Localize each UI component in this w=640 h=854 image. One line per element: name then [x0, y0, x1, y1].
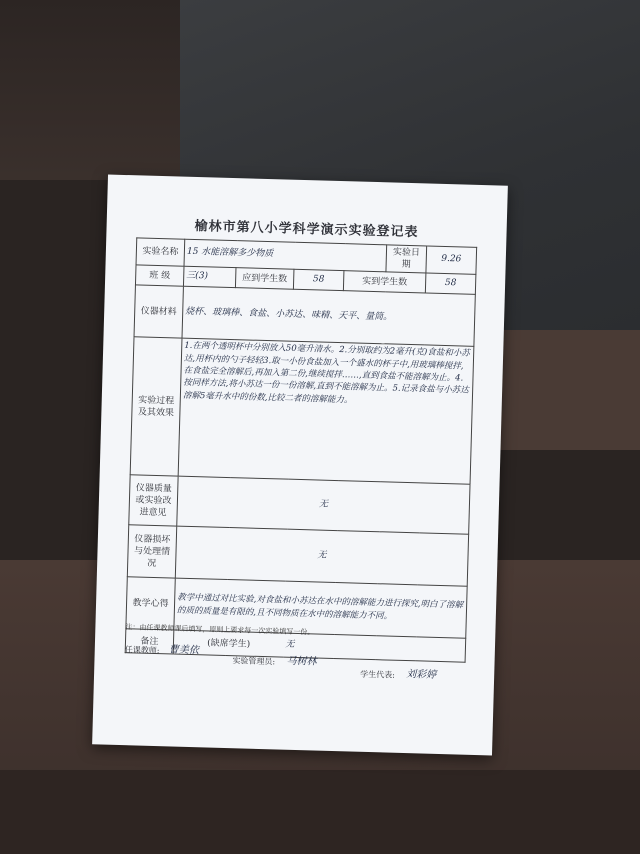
label-total-students: 应到学生数	[235, 268, 294, 290]
label-process: 实验过程及其效果	[130, 337, 182, 476]
value-class: 三(3)	[183, 266, 236, 287]
desk-shadow	[500, 330, 640, 450]
value-remarks: 无	[283, 633, 466, 662]
value-suggestions: 无	[177, 476, 470, 534]
value-reflection: 教学中通过对比实验,对食盐和小苏达在水中的溶解能力进行探究,明白了溶解的质的质量是有限的,且不同物质在水中的溶解能力不同。	[174, 578, 467, 638]
registration-table	[125, 237, 478, 663]
registration-form-sheet	[92, 175, 508, 756]
label-experiment-name: 实验名称	[136, 238, 185, 267]
desk-edge	[0, 770, 640, 854]
label-actual-students: 实到学生数	[343, 271, 426, 293]
value-equipment: 烧杯、玻璃棒、食盐、小苏达、味精、天平、量筒。	[182, 286, 475, 346]
row-damage	[127, 525, 468, 586]
value-experiment-date: 9.26	[426, 246, 477, 275]
form-note: 注：由任课教师课后填写，原则上要求每一次实验填写一份。	[125, 623, 315, 637]
remarks-absent-note: (缺席学生)	[173, 630, 284, 657]
value-actual-students: 58	[425, 273, 476, 294]
label-equipment: 仪器材料	[134, 285, 183, 338]
manager-label: 实验管理员:	[232, 656, 276, 667]
value-experiment-name: 15 水能溶解多少物质	[184, 239, 387, 272]
label-damage: 仪器损坏与处理情况	[127, 525, 176, 578]
form-title: 榆林市第八小学科学演示实验登记表	[194, 218, 419, 241]
manager-signature: 马树林	[286, 655, 317, 668]
row-process	[130, 337, 474, 484]
label-experiment-date: 实验日期	[386, 245, 427, 273]
value-damage: 无	[175, 526, 468, 586]
row-equipment	[134, 285, 475, 346]
label-reflection: 教学心得	[126, 577, 175, 630]
label-remarks: 备注	[125, 629, 174, 654]
teacher-label: 任课教师:	[124, 645, 160, 656]
value-process: 1.在两个透明杯中分别放入50毫升清水。2.分别取约为2毫升(克)食盐和小苏达,用杯内的勺子轻轻3.取一小份食盐加入一个盛水的杯子中,用玻璃棒搅拌,在食盐完全溶解后,再加入第二份,继续搅拌……,直到食盐不能溶解为止。4.按同样方法,将小苏达一份一份溶解,直到不能溶解为止。5.记录食盐与小苏达溶解5毫升水中的份数,比较二者的溶解能力。	[178, 338, 474, 484]
label-suggestions: 仪器质量或实验改进意见	[129, 475, 178, 526]
teacher-signature: 曹美依	[168, 644, 199, 657]
value-total-students: 58	[293, 270, 344, 291]
student-label: 学生代表:	[360, 669, 395, 680]
label-class: 班 级	[135, 265, 184, 286]
student-signature: 刘彩婷	[406, 669, 437, 681]
